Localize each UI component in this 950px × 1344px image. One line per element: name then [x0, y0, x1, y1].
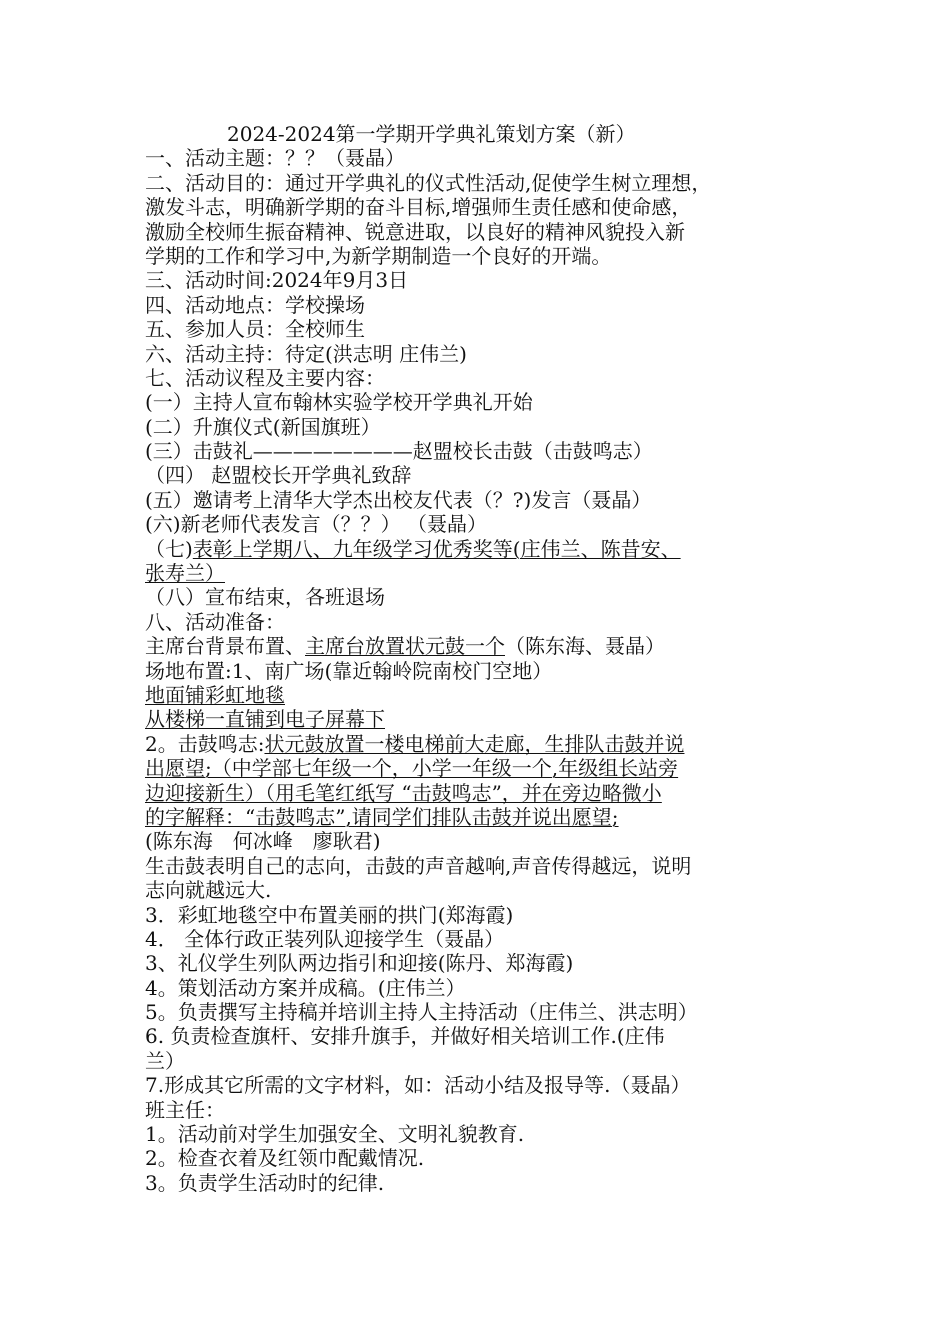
text-line: 二、活动目的：通过开学典礼的仪式性活动,促使学生树立理想， [145, 170, 712, 195]
document-title: 2024-2024第一学期开学典礼策划方案（新） [227, 122, 636, 146]
text-line [145, 537, 810, 561]
text-line: (五）邀请考上清华大学杰出校友代表（？?)发言（聂晶） [145, 487, 652, 512]
text-line: 五、参加人员：全校师生 [145, 317, 365, 342]
text-line: 兰） [145, 1048, 185, 1073]
text-line [145, 732, 810, 756]
text-line: (陈东海 何冰峰 廖耿君) [145, 829, 381, 854]
text-line: 1。活动前对学生加强安全、文明礼貌教育. [145, 1122, 525, 1147]
underlined-text: 地面铺彩虹地毯 [145, 682, 285, 707]
document-page [145, 122, 810, 1195]
text-line: 激励全校师生振奋精神、锐意进取，以良好的精神风貌投入新 [145, 219, 685, 244]
text-segment: （陈东海、聂晶） [505, 634, 665, 659]
text-line: 激发斗志，明确新学期的奋斗目标,增强师生责任感和使命感， [145, 195, 692, 220]
text-line: （四） 赵盟校长开学典礼致辞 [145, 463, 412, 488]
text-line: 八、活动准备： [145, 609, 285, 634]
text-line: （八）宣布结束，各班退场 [145, 585, 385, 610]
text-segment: 2。击鼓鸣志: [145, 731, 265, 756]
text-line: 3。负责学生活动时的纪律. [145, 1170, 385, 1195]
underlined-text: 张寿兰） [145, 561, 225, 586]
text-line: 7.形成其它所需的文字材料，如：活动小结及报导等.（聂晶） [145, 1073, 691, 1098]
text-line: 2。检查衣着及红领巾配戴情况. [145, 1146, 425, 1171]
text-line: 6. 负责检查旗杆、安排升旗手，并做好相关培训工作.(庄伟 [145, 1024, 665, 1049]
text-line: 4。策划活动方案并成稿。(庄伟兰） [145, 975, 466, 1000]
text-line: 三、活动时间:2024年9月3日 [145, 268, 409, 293]
text-line: 六、活动主持：待定(洪志明 庄伟兰) [145, 341, 467, 366]
text-segment: 主席台背景布置、 [145, 634, 305, 659]
text-line: 4． 全体行政正装列队迎接学生（聂晶） [145, 926, 505, 951]
text-line: 3．彩虹地毯空中布置美丽的拱门(郑海霞) [145, 902, 514, 927]
underlined-text: 状元鼓放置一楼电梯前大走廊，生排队击鼓并说 [264, 731, 685, 756]
text-line: 学期的工作和学习中,为新学期制造一个良好的开端。 [145, 243, 612, 268]
text-line: 志向就越远大. [145, 878, 272, 903]
text-line: 一、活动主题：？？（聂晶） [145, 146, 405, 171]
underlined-text: 边迎接新生）（用毛笔红纸写 “击鼓鸣志”，并在旁边略微小 [145, 780, 662, 805]
text-line: (一）主持人宣布翰林实验学校开学典礼开始 [145, 390, 533, 415]
text-line: 3、礼仪学生列队两边指引和迎接(陈丹、郑海霞) [145, 951, 574, 976]
text-line: (三）击鼓礼————————赵盟校长击鼓（击鼓鸣志） [145, 439, 653, 464]
text-line: 5。负责撰写主持稿并培训主持人主持活动（庄伟兰、洪志明） [145, 1000, 698, 1025]
text-line: (六)新老师代表发言（？？） （聂晶） [145, 512, 487, 537]
underlined-text: 从楼梯一直铺到电子屏幕下 [145, 707, 385, 732]
text-line [145, 634, 810, 658]
text-line: 七、活动议程及主要内容： [145, 365, 385, 390]
text-line: (二）升旗仪式(新国旗班） [145, 414, 381, 439]
text-line: 班主任： [145, 1097, 225, 1122]
text-line: 四、活动地点：学校操场 [145, 292, 365, 317]
underlined-text: 主席台放置状元鼓一个 [305, 634, 505, 659]
underlined-text: 出愿望;（中学部七年级一个，小学一年级一个,年级组长站旁 [145, 756, 679, 781]
underlined-text: 的字解释：“击鼓鸣志”,请同学们排队击鼓并说出愿望; [145, 804, 619, 829]
text-line: 场地布置:1、南广场(靠近翰岭院南校门空地） [145, 658, 553, 683]
underlined-text: 表彰上学期八、九年级学习优秀奖等(庄伟兰、陈昔安、 [192, 536, 681, 561]
text-line: 生击鼓表明自己的志向，击鼓的声音越响,声音传得越远，说明 [145, 853, 692, 878]
text-segment: （七) [145, 536, 193, 561]
